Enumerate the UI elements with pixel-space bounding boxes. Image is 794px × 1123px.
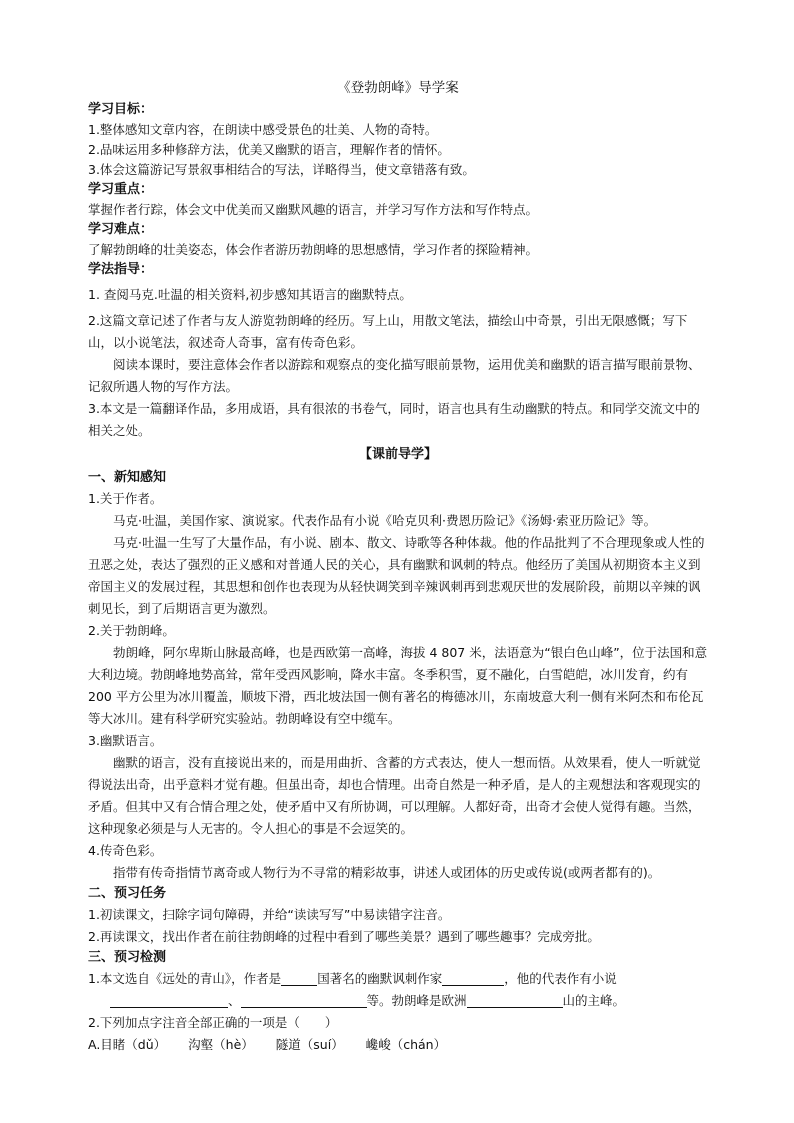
answer-blank[interactable] bbox=[110, 993, 228, 1008]
section3-heading: 三、预习检测 bbox=[88, 950, 167, 965]
question-text: 国著名的幽默讽刺作家 bbox=[317, 971, 443, 986]
legend-paragraph: 指带有传奇指情节离奇或人物行为不寻常的精彩故事，讲述人或团体的历史或传说(或两者都有的)。 bbox=[113, 865, 661, 880]
option-item: 沟壑（hè） bbox=[188, 1037, 254, 1052]
objective-item: 1.整体感知文章内容，在朗读中感受景色的壮美、人物的奇特。 bbox=[88, 122, 438, 137]
option-item: 巉峻（chán） bbox=[365, 1037, 447, 1052]
key-points-text: 掌握作者行踪，体会文中优美而又幽默风趣的语言，并学习写作方法和写作特点。 bbox=[88, 202, 539, 217]
answer-blank[interactable] bbox=[241, 993, 367, 1008]
option-item: A.目睹（dǔ） bbox=[88, 1037, 167, 1052]
task-item: 2.再读课文，找出作者在前往勃朗峰的过程中看到了哪些美景？遇到了哪些趣事？完成旁批。 bbox=[88, 929, 600, 944]
peak-paragraph: 勃朗峰，阿尔卑斯山脉最高峰，也是西欧第一高峰，海拔 4 807 米，法语意为“银白色山峰”，位于法国和意大利边境。勃朗峰地势高耸，常年受西风影响，降水丰富。冬季积雪，夏不融化，白雪皑皑，冰川发育，约有 200 平方公里为冰川覆盖，顺坡下滑，西北坡法国一侧有著名的梅德冰川，东南坡意大利一侧有米阿杰和布伦瓦等大冰川。建有科学研究实验站。勃朗峰设有空中缆车。 bbox=[88, 645, 708, 726]
question-text: ，他的代表作有小说 bbox=[504, 971, 617, 986]
guidance-heading: 学法指导： bbox=[88, 262, 154, 277]
question-1-cont bbox=[88, 990, 708, 1012]
peak-label: 2.关于勃朗峰。 bbox=[88, 623, 175, 638]
key-points-heading: 学习重点： bbox=[88, 182, 154, 197]
author-paragraph: 马克·吐温，美国作家、演说家。代表作品有小说《哈克贝利·费恩历险记》《汤姆·索亚历险记》等。 bbox=[113, 513, 657, 528]
question-1 bbox=[88, 968, 708, 990]
guidance-paragraph: 阅读本课时，要注意体会作者以游踪和观察点的变化描写眼前景物，运用优美和幽默的语言描写眼前景物、记叙所遇人物的写作方法。 bbox=[88, 357, 701, 394]
difficulties-text: 了解勃朗峰的壮美姿态，体会作者游历勃朗峰的思想感情，学习作者的探险精神。 bbox=[88, 242, 539, 257]
difficulties-heading: 学习难点： bbox=[88, 222, 154, 237]
answer-blank[interactable] bbox=[442, 971, 504, 986]
question-text: 1.本文选自《远处的青山》，作者是 bbox=[88, 971, 282, 986]
question-text: 等。勃朗峰是欧洲 bbox=[366, 993, 467, 1008]
answer-blank[interactable] bbox=[467, 993, 563, 1008]
question-text: 、 bbox=[228, 993, 241, 1008]
answer-blank[interactable] bbox=[281, 971, 317, 986]
author-label: 1.关于作者。 bbox=[88, 491, 163, 506]
document-page bbox=[88, 78, 708, 1056]
objective-item: 2.品味运用多种修辞方法，优美又幽默的语言，理解作者的情怀。 bbox=[88, 142, 450, 157]
guidance-item: 1. 查阅马克.吐温的相关资料,初步感知其语言的幽默特点。 bbox=[88, 287, 412, 302]
humor-label: 3.幽默语言。 bbox=[88, 733, 163, 748]
objective-item: 3.体会这篇游记写景叙事相结合的写法，详略得当，使文章错落有致。 bbox=[88, 162, 475, 177]
legend-label: 4.传奇色彩。 bbox=[88, 843, 163, 858]
section2-heading: 二、预习任务 bbox=[88, 886, 167, 901]
preview-heading: 【课前导学】 bbox=[358, 447, 437, 462]
section1-heading: 一、新知感知 bbox=[88, 470, 167, 485]
task-item: 1.初读课文，扫除字词句障碍，并给“读读写写”中易读错字注音。 bbox=[88, 907, 451, 922]
author-paragraph: 马克·吐温一生写了大量作品，有小说、剧本、散文、诗歌等各种体裁。他的作品批判了不合理现象或人性的丑恶之处，表达了强烈的正义感和对普通人民的关心，具有幽默和讽刺的特点。他经历了美国从初期资本主义到帝国主义的发展过程，其思想和创作也表现为从轻快调笑到辛辣讽刺再到悲观厌世的发展阶段，前期以辛辣的讽刺见长，到了后期语言更为激烈。 bbox=[88, 535, 705, 616]
question-2: 2.下列加点字注音全部正确的一项是（ ） bbox=[88, 1015, 338, 1030]
objectives-heading: 学习目标： bbox=[88, 102, 154, 117]
option-item: 隧道（suí） bbox=[275, 1037, 344, 1052]
humor-paragraph: 幽默的语言，没有直接说出来的，而是用曲折、含蓄的方式表达，使人一想而悟。从效果看，使人一听就觉得说法出奇，出乎意料才觉有趣。但虽出奇，却也合情理。出奇自然是一种矛盾，是人的主观想法和客观现实的矛盾。但其中又有合情合理之处，使矛盾中又有所协调，可以理解。人都好奇，出奇才会使人觉得有趣。当然，这种现象必须是与人无害的。令人担心的事是不会逗笑的。 bbox=[88, 755, 701, 836]
guidance-item: 3.本文是一篇翻译作品，多用成语，具有很浓的书卷气，同时，语言也具有生动幽默的特点。和同学交流文中的相关之处。 bbox=[88, 401, 700, 438]
page-title: 《登勃朗峰》导学案 bbox=[337, 80, 459, 96]
guidance-item: 2.这篇文章记述了作者与友人游览勃朗峰的经历。写上山，用散文笔法，描绘山中奇景，引出无限感慨；写下山，以小说笔法，叙述奇人奇事，富有传奇色彩。 bbox=[88, 313, 688, 350]
question-text: 山的主峰。 bbox=[562, 993, 626, 1008]
question-2-options bbox=[88, 1034, 708, 1056]
